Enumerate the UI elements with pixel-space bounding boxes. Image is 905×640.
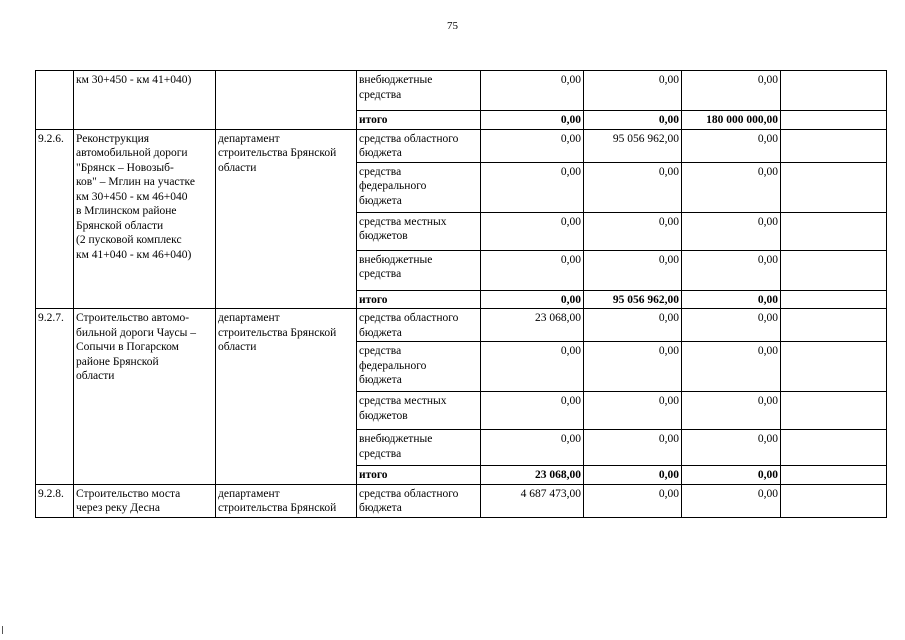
amount-col-1: 0,00 (481, 162, 584, 212)
amount-col-3: 0,00 (682, 342, 781, 392)
empty-cell (781, 162, 887, 212)
amount-col-3: 0,00 (682, 162, 781, 212)
amount-col-2: 0,00 (584, 342, 682, 392)
funding-source: средства федерального бюджета (357, 162, 481, 212)
total-col-3: 180 000 000,00 (682, 111, 781, 130)
amount-col-3: 0,00 (682, 212, 781, 250)
table-row (36, 71, 887, 111)
item-executor: департамент строительства Брянской области (216, 309, 357, 485)
empty-cell (781, 129, 887, 162)
total-label: итого (357, 466, 481, 485)
item-name: Строительство автомо- бильной дороги Чаусы – Сопычи в Погарском районе Брянской области (74, 309, 216, 485)
amount-col-1: 0,00 (481, 250, 584, 290)
empty-cell (781, 484, 887, 517)
amount-col-3: 0,00 (682, 309, 781, 342)
item-name: Строительство моста через реку Десна (74, 484, 216, 517)
total-col-1: 23 068,00 (481, 466, 584, 485)
amount-col-1: 0,00 (481, 71, 584, 111)
total-col-2: 95 056 962,00 (584, 290, 682, 309)
empty-cell (781, 342, 887, 392)
item-number (36, 71, 74, 130)
page-number: 75 (447, 20, 458, 32)
amount-col-3: 0,00 (682, 430, 781, 466)
total-col-1: 0,00 (481, 111, 584, 130)
empty-cell (781, 309, 887, 342)
empty-cell (781, 392, 887, 430)
funding-source: внебюджетные средства (357, 250, 481, 290)
amount-col-3: 0,00 (682, 484, 781, 517)
empty-cell (781, 290, 887, 309)
item-name: Реконструкция автомобильной дороги "Брянск – Новозыб- ков" – Мглин на участке км 30+450 - км 46+040 в Мглинском районе Брянской области (2 пусковой комплекс км 41+040 - км 46+040) (74, 129, 216, 309)
budget-table (35, 70, 887, 518)
item-number: 9.2.6. (36, 129, 74, 309)
item-executor: департамент строительства Брянской (216, 484, 357, 517)
amount-col-2: 0,00 (584, 71, 682, 111)
amount-col-3: 0,00 (682, 71, 781, 111)
item-name: км 30+450 - км 41+040) (74, 71, 216, 130)
total-col-1: 0,00 (481, 290, 584, 309)
amount-col-1: 23 068,00 (481, 309, 584, 342)
total-label: итого (357, 290, 481, 309)
amount-col-3: 0,00 (682, 129, 781, 162)
total-col-3: 0,00 (682, 466, 781, 485)
amount-col-2: 0,00 (584, 250, 682, 290)
funding-source: внебюджетные средства (357, 430, 481, 466)
funding-source: средства областного бюджета (357, 309, 481, 342)
amount-col-2: 95 056 962,00 (584, 129, 682, 162)
total-col-3: 0,00 (682, 290, 781, 309)
item-executor: департамент строительства Брянской области (216, 129, 357, 309)
funding-source: средства местных бюджетов (357, 392, 481, 430)
amount-col-2: 0,00 (584, 309, 682, 342)
amount-col-2: 0,00 (584, 392, 682, 430)
total-col-2: 0,00 (584, 111, 682, 130)
item-number: 9.2.8. (36, 484, 74, 517)
table-row (36, 484, 887, 517)
table-row (36, 129, 887, 162)
amount-col-2: 0,00 (584, 162, 682, 212)
total-label: итого (357, 111, 481, 130)
empty-cell (781, 466, 887, 485)
scan-edge-mark (2, 626, 3, 634)
empty-cell (781, 111, 887, 130)
item-number: 9.2.7. (36, 309, 74, 485)
amount-col-2: 0,00 (584, 484, 682, 517)
table-row (36, 309, 887, 342)
amount-col-3: 0,00 (682, 250, 781, 290)
amount-col-1: 0,00 (481, 430, 584, 466)
funding-source: внебюджетные средства (357, 71, 481, 111)
amount-col-1: 0,00 (481, 212, 584, 250)
amount-col-2: 0,00 (584, 430, 682, 466)
amount-col-1: 0,00 (481, 129, 584, 162)
total-col-2: 0,00 (584, 466, 682, 485)
empty-cell (781, 250, 887, 290)
funding-source: средства федерального бюджета (357, 342, 481, 392)
empty-cell (781, 71, 887, 111)
funding-source: средства местных бюджетов (357, 212, 481, 250)
funding-source: средства областного бюджета (357, 129, 481, 162)
amount-col-1: 0,00 (481, 342, 584, 392)
amount-col-3: 0,00 (682, 392, 781, 430)
amount-col-2: 0,00 (584, 212, 682, 250)
amount-col-1: 0,00 (481, 392, 584, 430)
empty-cell (781, 212, 887, 250)
empty-cell (781, 430, 887, 466)
item-executor (216, 71, 357, 130)
funding-source: средства областного бюджета (357, 484, 481, 517)
amount-col-1: 4 687 473,00 (481, 484, 584, 517)
